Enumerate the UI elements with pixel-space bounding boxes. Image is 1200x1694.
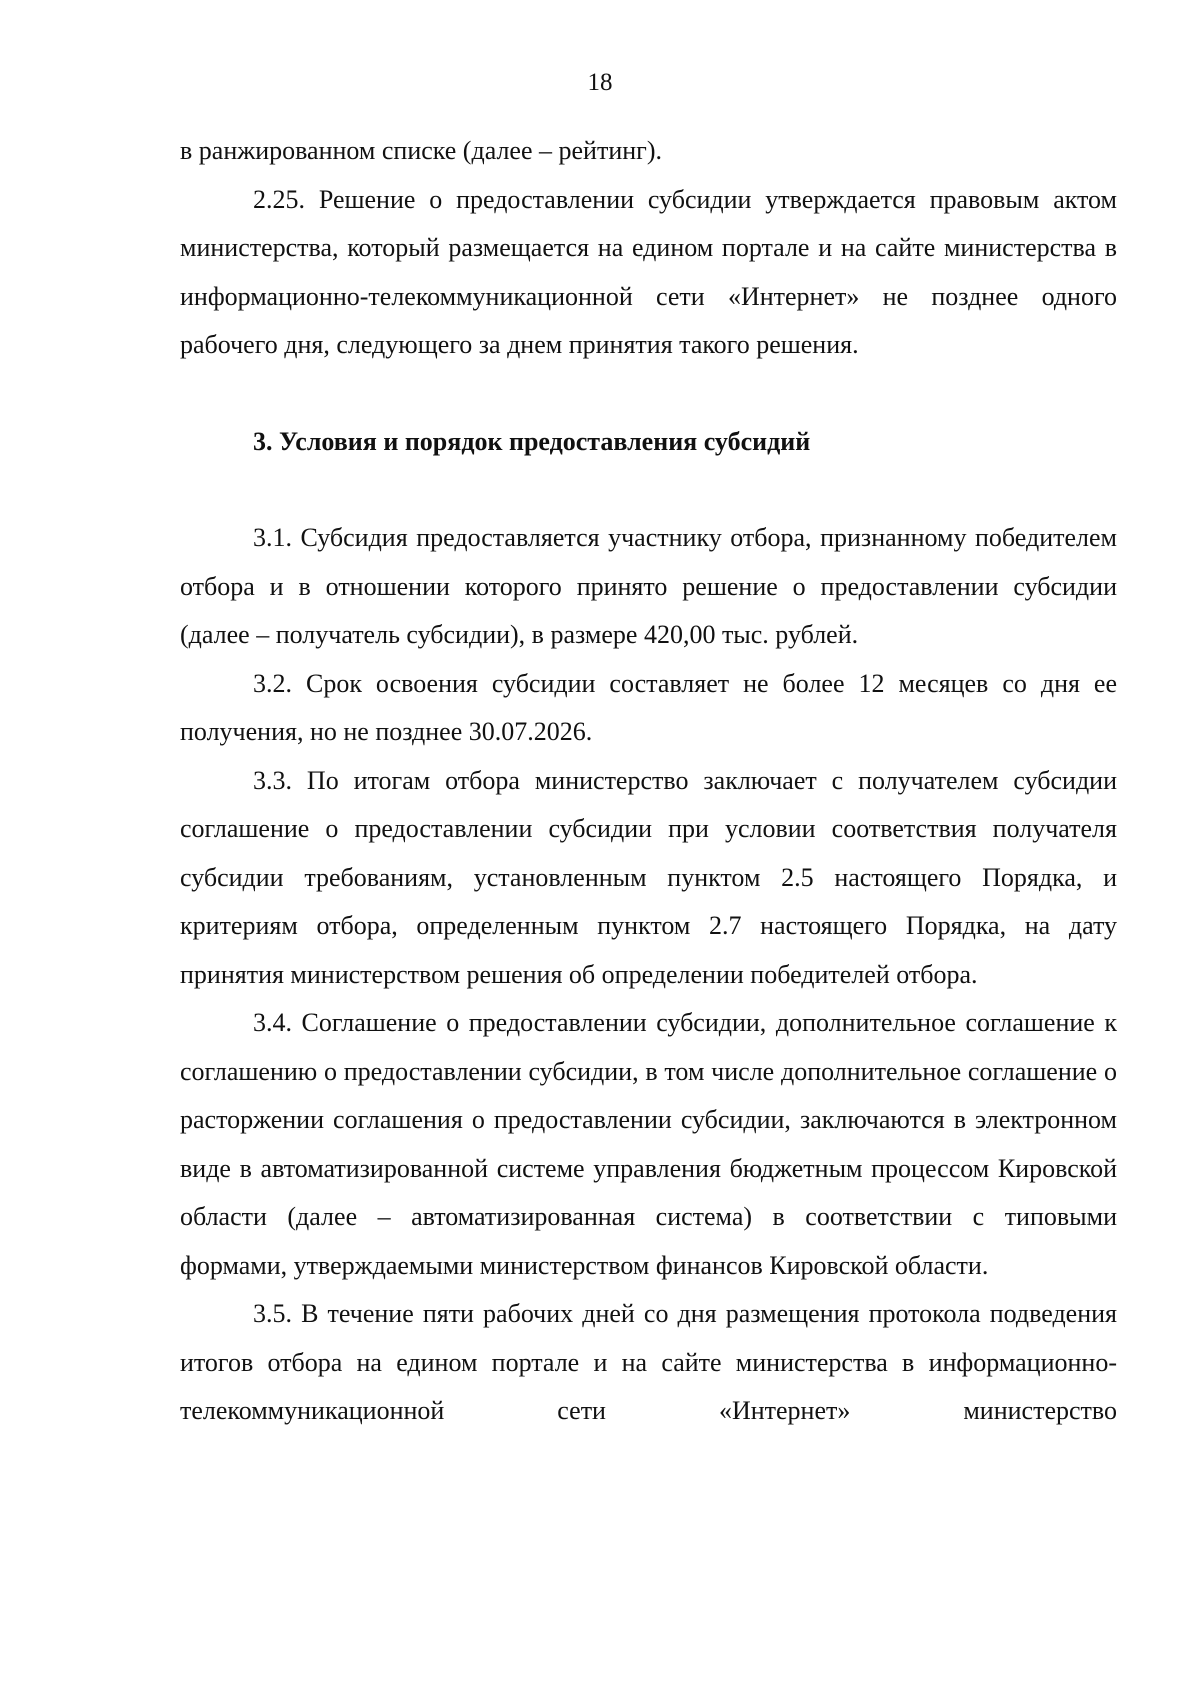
- section-heading: 3. Условия и порядок предоставления субсидий: [253, 426, 811, 456]
- spacer: [180, 370, 1117, 418]
- paragraph-3-5: 3.5. В течение пяти рабочих дней со дня размещения протокола подведения итогов отбора на едином портале и на сайте министерства в информационно-телекоммуникационной сети «Интернет» министерство: [180, 1299, 1117, 1425]
- paragraph-3-1: 3.1. Субсидия предоставляется участнику отбора, признанному победителем отбора и в отношении которого принято решение о предоставлении субсидии (далее – получатель субсидии), в размере 420,00 тыс. рублей.: [180, 523, 1117, 649]
- page-number: 18: [587, 69, 613, 96]
- paragraph-3-3: 3.3. По итогам отбора министерство заключает с получателем субсидии соглашение о предоставлении субсидии при условии соответствия получателя субсидии требованиям, установленным пунктом 2.5 настоящего Порядка, и критериям отбора, определенным пунктом 2.7 настоящего Порядка, на дату принятия министерством решения об определении победителей отбора.: [180, 765, 1117, 989]
- paragraph-2-25: 2.25. Решение о предоставлении субсидии утверждается правовым актом министерства, который размещается на едином портале и на сайте министерства в информационно-телекоммуникационной сети «Интернет» не позднее одного рабочего дня, следующего за днем принятия такого решения.: [180, 184, 1117, 359]
- paragraph-3-4: 3.4. Соглашение о предоставлении субсидии, дополнительное соглашение к соглашению о предоставлении субсидии, в том числе дополнительное соглашение о расторжении соглашения о предоставлении субсидии, заключаются в электронном виде в автоматизированной системе управления бюджетным процессом Кировской области (далее – автоматизированная система) в соответствии с типовыми формами, утверждаемыми министерством финансов Кировской области.: [180, 1008, 1117, 1280]
- paragraph-continuation: в ранжированном списке (далее – рейтинг).: [180, 136, 662, 165]
- paragraph-3-2: 3.2. Срок освоения субсидии составляет не более 12 месяцев со дня ее получения, но не позднее 30.07.2026.: [180, 668, 1117, 746]
- spacer: [180, 466, 1117, 514]
- document-body: [180, 127, 1117, 1436]
